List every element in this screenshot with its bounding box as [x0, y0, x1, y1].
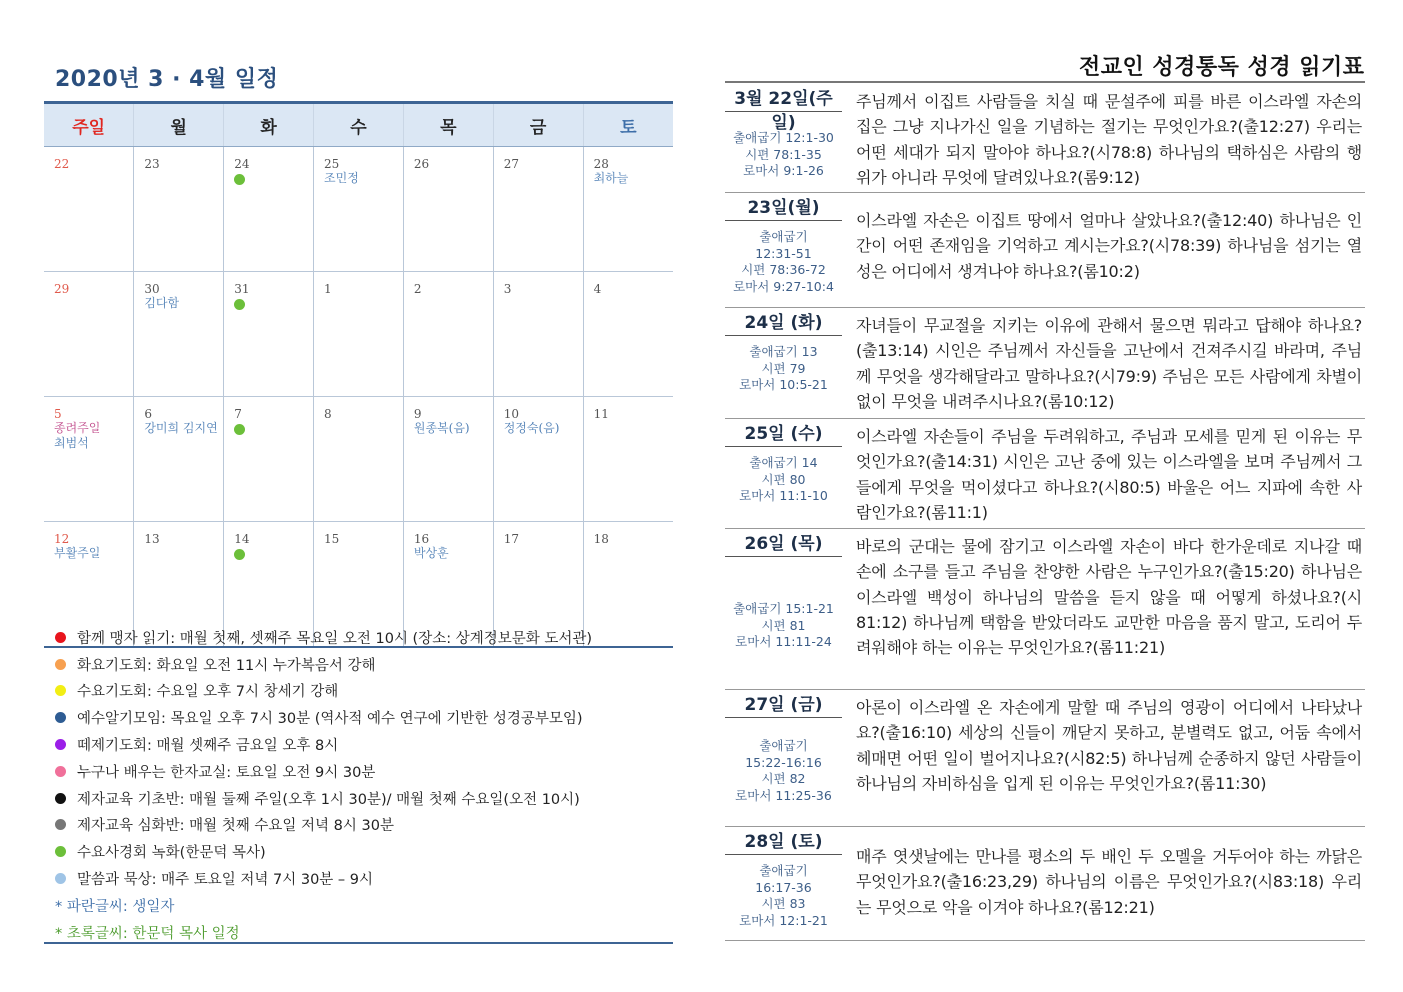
reading-date-column — [725, 84, 842, 180]
schedule-dot-icon — [234, 549, 245, 560]
weekday-sat: 토 — [583, 103, 673, 147]
calendar-week-row — [44, 147, 673, 272]
reading-entry — [725, 827, 1365, 941]
schedule-dot-icon — [234, 299, 245, 310]
day-number: 24 — [234, 157, 250, 171]
reading-date: 25일 (수) — [725, 419, 842, 447]
day-number: 10 — [503, 407, 519, 421]
legend-text: 누구나 배우는 한자교실: 토요일 오전 9시 30분 — [77, 764, 376, 781]
reading-ref-line: 시편 82 — [761, 771, 806, 786]
legend-dot-icon — [55, 685, 66, 696]
day-number: 4 — [593, 282, 602, 296]
reading-date-column — [725, 690, 842, 804]
reading-ref-line: 시편 83 — [761, 896, 806, 911]
reading-question-text: 매주 엿샛날에는 만나를 평소의 두 배인 두 오멜을 거두어야 하는 까닭은 무엇인가요?(출16:23,29) 하나님의 이름은 무엇인가요?(시83:18) 우리는 무엇으로 악을 이겨야 하나요?(롬12:21) — [856, 847, 1362, 917]
legend-dot-icon — [55, 659, 66, 670]
calendar-day-cell — [224, 397, 314, 522]
day-number: 30 — [144, 282, 160, 296]
reading-entry — [725, 419, 1365, 529]
legend-note-green: * 초록글씨: 한문덕 목사 일정 — [55, 925, 240, 942]
reading-ref-line: 로마서 9:27-10:4 — [733, 278, 834, 294]
reading-ref-line: 시편 79 — [761, 360, 806, 376]
legend-item — [55, 731, 675, 758]
legend-text: 예수알기모임: 목요일 오후 7시 30분 (역사적 예수 연구에 기반한 성경공부모임) — [77, 711, 583, 728]
reading-date: 26일 (목) — [725, 529, 842, 557]
day-number: 15 — [324, 532, 340, 546]
reading-question-text: 자녀들이 무교절을 지키는 이유에 관해서 물으면 뭐라고 답해야 하나요?(출13:14) 시인은 주님께서 자신들을 고난에서 건져주시길 바라며, 주님께 무엇을 생각해달라고 말하나요?(시79:9) 주님은 모든 사람에게 차별이 없이 무엇을 내려주시나요?(롬10:12) — [856, 316, 1362, 411]
calendar-day-cell — [44, 147, 134, 272]
reading-question-text: 이스라엘 자손은 이집트 땅에서 얼마나 살았나요?(출12:40) 하나님은 인간이 어떤 존재임을 기억하고 계시는가요?(시78:39) 하나님을 섬기는 열성은 어디에서 생겨나야 하나요?(롬10:2) — [856, 211, 1362, 281]
day-note: 최범석 — [54, 436, 89, 450]
day-note: 부활주일 — [54, 546, 101, 560]
calendar-day-cell — [134, 147, 224, 272]
reading-question-text: 바로의 군대는 물에 잠기고 이스라엘 자손이 바다 한가운데로 지나갈 때 손에 소구를 들고 주님을 찬양한 사람은 누구인가요?(출15:20) 하나님은 이스라엘 백성이 하나님의 말씀을 듣지 않을 때 어떻게 하셨나요?(시81:12) 하나님께 택함을 받았더라도 교만한 마음을 품지 말고, 도리어 두려워해야 하는 이유는 무엇인가요?(롬11:21) — [856, 537, 1362, 658]
calendar-day-cell — [493, 147, 583, 272]
reading-ref-line: 로마서 11:25-36 — [735, 787, 832, 803]
legend-text: 함께 맹자 읽기: 매월 첫째, 셋째주 목요일 오전 10시 (장소: 상계정보문화 도서관) — [77, 630, 593, 647]
calendar-day-cell — [134, 397, 224, 522]
reading-ref-line: 출애굽기 — [759, 863, 808, 878]
legend-dot-icon — [55, 766, 66, 777]
legend-item — [55, 678, 675, 705]
legend-item — [55, 838, 675, 865]
legend-item — [55, 704, 675, 731]
reading-date: 28일 (토) — [725, 827, 842, 855]
day-number: 29 — [54, 282, 70, 296]
reading-entry — [725, 529, 1365, 690]
calendar-day-cell — [403, 397, 493, 522]
calendar-day-cell — [44, 272, 134, 397]
legend-item — [55, 651, 675, 678]
reading-ref-line: 출애굽기 14 — [749, 455, 818, 470]
reading-date-column — [725, 308, 842, 394]
legend-item — [55, 624, 675, 651]
day-number: 14 — [234, 532, 250, 546]
reading-ref-line: 12:31-51 — [755, 245, 812, 261]
day-number: 3 — [503, 282, 512, 296]
day-note: 종려주일 — [54, 421, 101, 435]
calendar-day-cell — [44, 397, 134, 522]
legend-dot-icon — [55, 819, 66, 830]
calendar-day-cell — [403, 272, 493, 397]
legend-dot-icon — [55, 873, 66, 884]
legend-text: 제자교육 기초반: 매월 둘째 주일(오후 1시 30분)/ 매월 첫째 수요일(오전 10시) — [77, 791, 580, 808]
legend-item — [55, 865, 675, 892]
weekday-wed: 수 — [314, 103, 404, 147]
reading-ref-line: 16:17-36 — [755, 879, 812, 895]
calendar-week-row — [44, 397, 673, 522]
legend-item — [55, 785, 675, 812]
reading-date: 24일 (화) — [725, 308, 842, 336]
day-number: 12 — [54, 532, 70, 546]
reading-ref-line: 출애굽기 15:1-21 — [733, 601, 834, 616]
legend-item — [55, 758, 675, 785]
day-note: 최하늘 — [593, 171, 629, 185]
day-number: 9 — [413, 407, 422, 421]
day-number: 16 — [413, 532, 430, 546]
weekday-header-row — [44, 103, 673, 147]
legend-bottom-rule — [44, 942, 673, 944]
day-note: 조민정 — [324, 171, 359, 185]
calendar-day-cell — [314, 397, 404, 522]
calendar-day-cell — [493, 272, 583, 397]
reading-ref-line: 시편 81 — [761, 617, 806, 633]
reading-entry — [725, 84, 1365, 193]
calendar-day-cell — [314, 147, 404, 272]
weekday-tue: 화 — [224, 103, 314, 147]
day-note: 강미희 김지연 — [144, 421, 218, 435]
reading-top-rule — [725, 81, 1365, 83]
day-number: 5 — [54, 407, 62, 421]
calendar-grid — [44, 101, 673, 648]
reading-title: 전교인 성경통독 성경 읽기표 — [1079, 55, 1365, 80]
day-number: 13 — [144, 532, 160, 546]
reading-date-column — [725, 529, 842, 651]
reading-ref-line: 로마서 12:1-21 — [739, 912, 828, 928]
reading-date: 23일(월) — [725, 193, 842, 221]
reading-ref-line: 로마서 10:5-21 — [739, 377, 828, 392]
reading-entry — [725, 690, 1365, 827]
calendar-day-cell — [224, 147, 314, 272]
calendar-day-cell — [224, 272, 314, 397]
legend-dot-icon — [55, 739, 66, 750]
day-number: 18 — [593, 532, 609, 546]
calendar-title: 2020년 3 · 4월 일정 — [55, 67, 279, 92]
reading-question-text: 이스라엘 자손들이 주님을 두려워하고, 주님과 모세를 믿게 된 이유는 무엇인가요?(출14:31) 시인은 고난 중에 있는 이스라엘을 보며 주님께서 그들에게 무엇을 먹이셨다고 하나요?(시80:5) 바울은 어느 지파에 속한 사람인가요?(롬11:1) — [856, 427, 1362, 522]
calendar-week-row — [44, 272, 673, 397]
day-number: 8 — [324, 407, 332, 421]
reading-ref-line: 출애굽기 — [759, 738, 808, 753]
reading-refs — [725, 855, 842, 929]
legend-dot-icon — [55, 632, 66, 643]
reading-refs — [725, 557, 842, 651]
weekday-sun: 주일 — [44, 103, 134, 147]
day-number: 1 — [324, 282, 332, 296]
schedule-dot-icon — [234, 174, 245, 185]
legend-item — [55, 812, 675, 839]
day-number: 6 — [144, 407, 152, 421]
legend-dot-icon — [55, 793, 66, 804]
legend-dot-icon — [55, 712, 66, 723]
legend-text: 수요사경회 녹화(한문덕 목사) — [77, 845, 266, 862]
reading-ref-line: 출애굽기 — [759, 229, 808, 244]
reading-date: 27일 (금) — [725, 690, 842, 718]
reading-entry — [725, 193, 1365, 308]
day-note: 박상훈 — [413, 546, 449, 560]
day-number: 25 — [324, 157, 340, 171]
day-number: 11 — [593, 407, 609, 421]
reading-ref-line: 출애굽기 12:1-30 — [733, 130, 834, 145]
weekday-thu: 목 — [403, 103, 493, 147]
calendar-day-cell — [583, 147, 673, 272]
legend-text: 말씀과 묵상: 매주 토요일 저녁 7시 30분 – 9시 — [77, 872, 374, 889]
reading-ref-line: 시편 80 — [761, 471, 806, 487]
reading-question-text: 아론이 이스라엘 온 자손에게 말할 때 주님의 영광이 어디에서 나타났나요?(출16:10) 세상의 신들이 깨닫지 못하고, 분별력도 없고, 어둠 속에서 헤매면 어떤 일이 벌어지나요?(시82:5) 하나님께 순종하지 않던 사람들이 하나님의 자비하심을 입게 된 이유는 무엇인가요?(롬11:30) — [856, 698, 1362, 793]
legend-note-blue: * 파란글씨: 생일자 — [55, 898, 175, 915]
weekday-mon: 월 — [134, 103, 224, 147]
calendar-day-cell — [583, 272, 673, 397]
reading-entry — [725, 308, 1365, 419]
day-note: 정정숙(음) — [503, 421, 560, 435]
reading-ref-line: 로마서 11:1-10 — [739, 488, 828, 503]
day-number: 28 — [593, 157, 609, 171]
reading-date-column — [725, 193, 842, 295]
reading-refs — [725, 221, 842, 295]
calendar-day-cell — [493, 397, 583, 522]
calendar-day-cell — [583, 397, 673, 522]
legend-dot-icon — [55, 846, 66, 857]
day-number: 2 — [413, 282, 422, 296]
reading-ref-line: 로마서 11:11-24 — [735, 634, 832, 649]
day-number: 22 — [54, 157, 70, 171]
day-note: 김다함 — [144, 296, 180, 310]
reading-refs — [725, 336, 842, 394]
reading-date-column — [725, 827, 842, 929]
calendar-day-cell — [403, 147, 493, 272]
reading-refs — [725, 718, 842, 804]
reading-ref-line: 시편 78:36-72 — [741, 262, 826, 277]
reading-question-text: 주님께서 이집트 사람들을 치실 때 문설주에 피를 바른 이스라엘 자손의 집은 그냥 지나가신 일을 기념하는 절기는 무엇인가요?(출12:27) 우리는 어떤 세대가 되지 말아야 하나요?(시78:8) 하나님의 택하심은 사람의 행위가 아니라 무엇에 달려있나요?(롬9:12) — [856, 92, 1362, 187]
day-number: 7 — [234, 407, 242, 421]
day-number: 17 — [503, 532, 519, 546]
legend-text: 떼제기도회: 매월 셋째주 금요일 오후 8시 — [77, 738, 339, 755]
reading-refs — [725, 447, 842, 505]
day-number: 23 — [144, 157, 160, 171]
reading-ref-line: 시편 78:1-35 — [745, 146, 822, 162]
calendar-day-cell — [134, 272, 224, 397]
reading-ref-line: 로마서 9:1-26 — [743, 163, 824, 178]
weekday-fri: 금 — [493, 103, 583, 147]
calendar-day-cell — [314, 272, 404, 397]
day-number: 27 — [503, 157, 519, 171]
reading-ref-line: 출애굽기 13 — [749, 344, 818, 359]
day-note: 원종복(음) — [413, 421, 470, 435]
reading-date-column — [725, 419, 842, 505]
legend-text: 제자교육 심화반: 매월 첫째 수요일 저녁 8시 30분 — [77, 818, 394, 835]
legend — [55, 624, 675, 946]
day-number: 31 — [234, 282, 250, 296]
reading-date: 3월 22일(주일) — [725, 84, 842, 112]
reading-ref-line: 15:22-16:16 — [745, 754, 822, 770]
legend-text: 수요기도회: 수요일 오후 7시 창세기 강해 — [77, 684, 339, 701]
day-number: 26 — [413, 157, 430, 171]
legend-text: 화요기도회: 화요일 오전 11시 누가복음서 강해 — [77, 657, 376, 674]
schedule-dot-icon — [234, 424, 245, 435]
